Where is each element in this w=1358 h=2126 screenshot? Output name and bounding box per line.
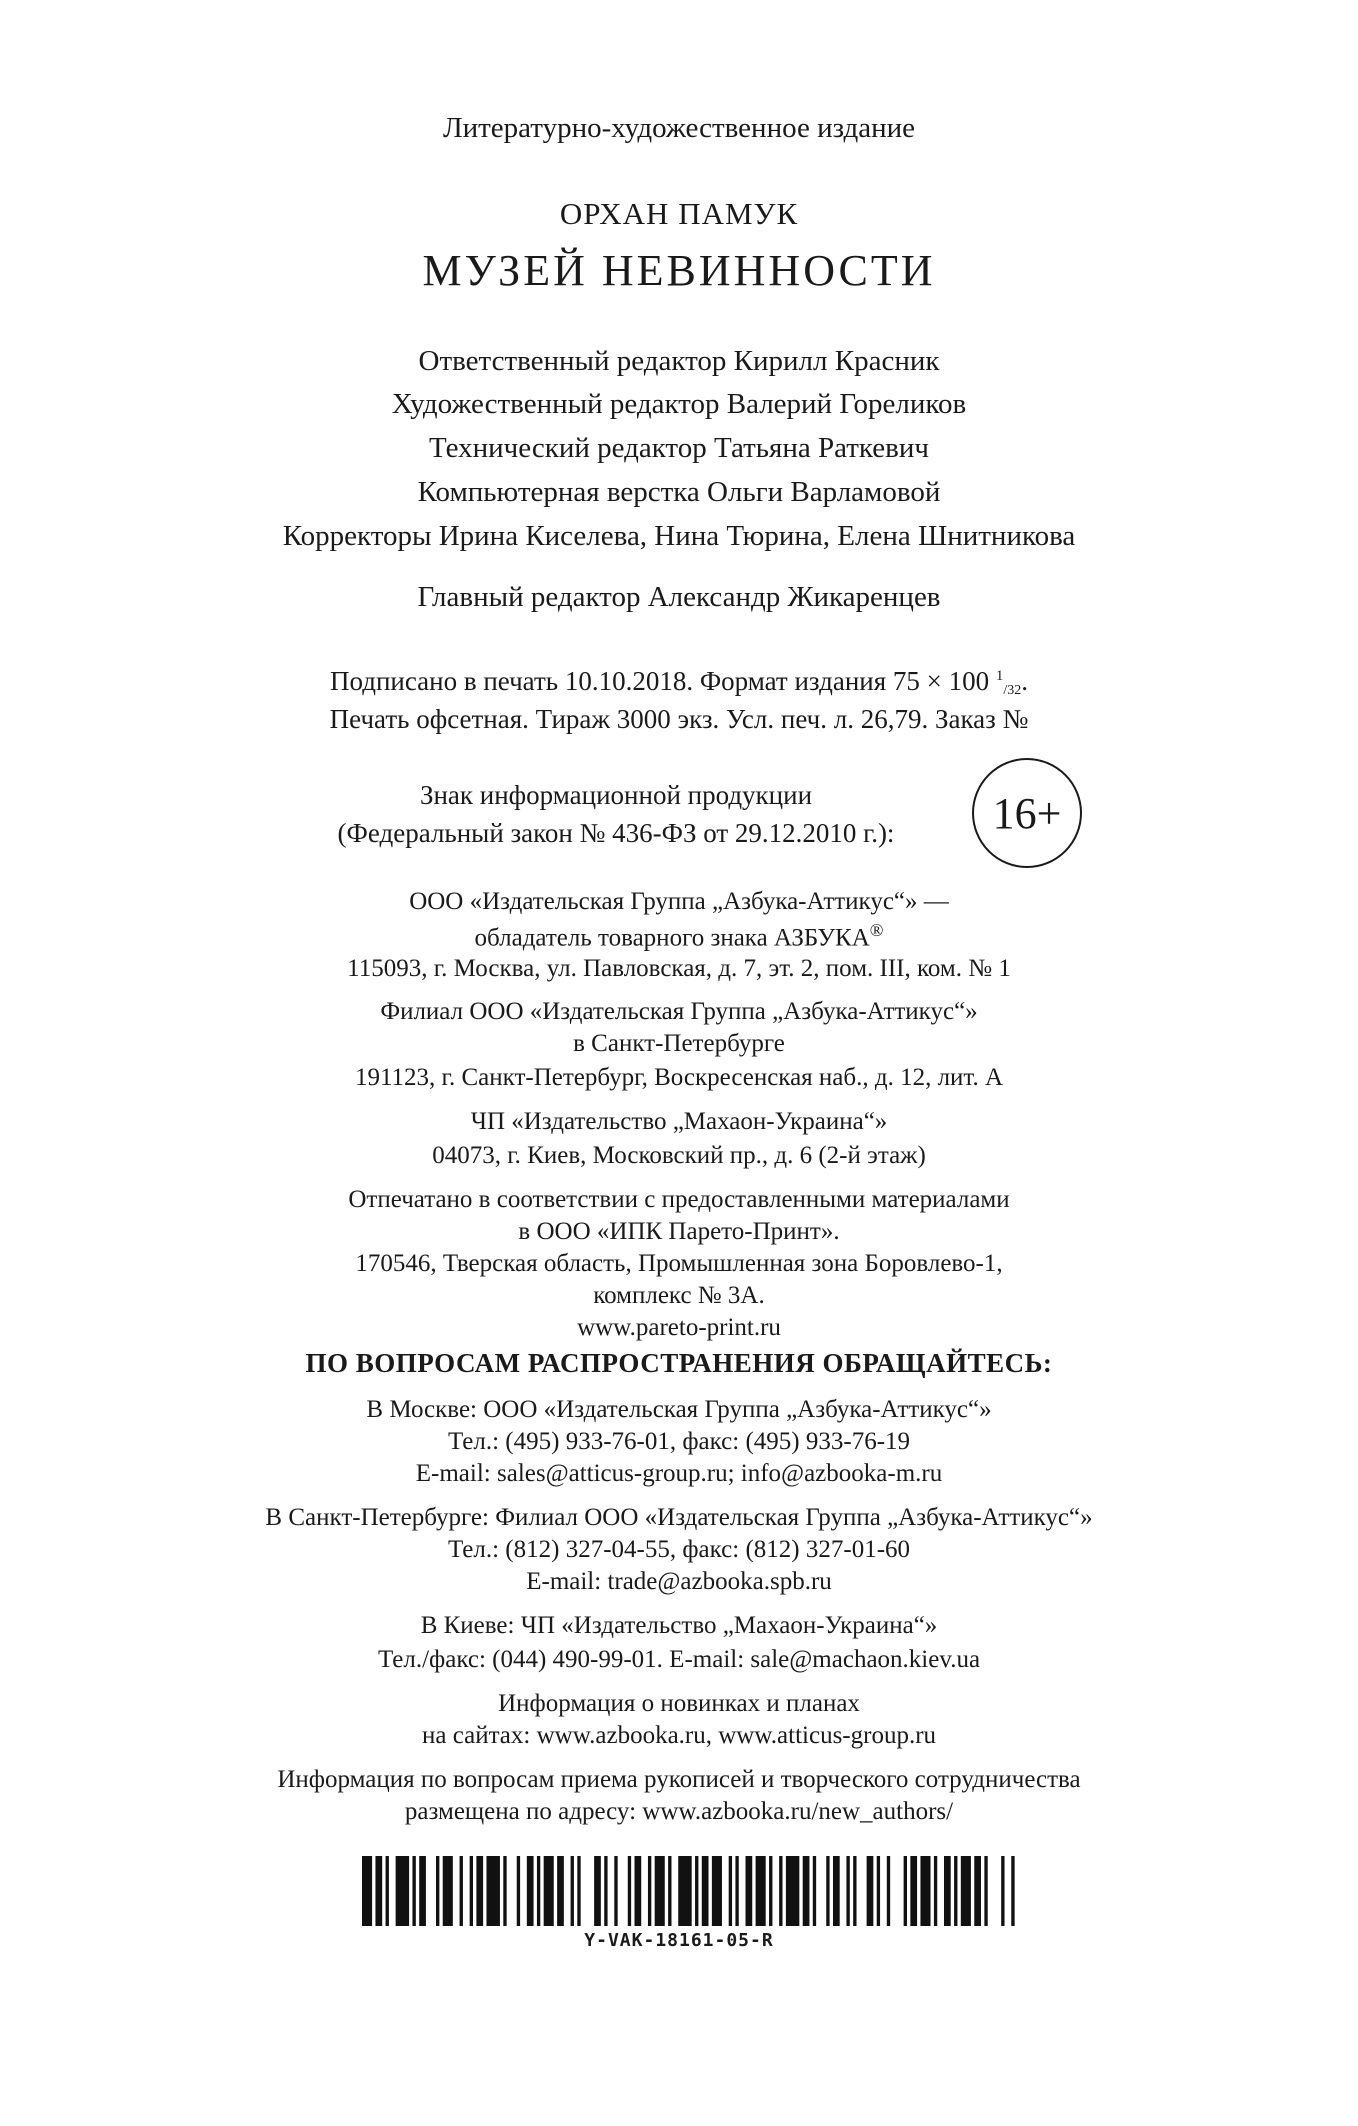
barcode-caption: Y-VAK-18161-05-R <box>584 1930 774 1951</box>
publisher-trademark-text: обладатель товарного знака АЗБУКА <box>474 924 870 952</box>
format-fraction-denominator: /32 <box>1003 683 1022 698</box>
moscow-line1: В Москве: ООО «Издательская Группа „Азбука-Аттикус“» <box>366 1396 992 1423</box>
barcode-bar <box>436 1856 439 1926</box>
info-sign-line1: Знак информационной продукции <box>419 780 813 810</box>
barcode-image <box>362 1856 1018 1926</box>
barcode-bar <box>419 1856 426 1926</box>
barcode-bar <box>678 1856 691 1926</box>
barcode-bar <box>412 1856 415 1926</box>
printer-line3: 170546, Тверская область, Промышленная зона Боровлево-1, <box>355 1250 1003 1277</box>
barcode-bar <box>486 1856 499 1926</box>
barcode-bar <box>594 1856 601 1926</box>
barcode-bar <box>648 1856 651 1926</box>
barcode-bar <box>614 1856 617 1926</box>
barcode-bar <box>786 1856 799 1926</box>
barcode-bar <box>668 1856 671 1926</box>
barcode-bar <box>702 1856 709 1926</box>
book-title: МУЗЕЙ НЕВИННОСТИ <box>422 246 936 295</box>
registered-mark: ® <box>869 920 884 940</box>
barcode-bar <box>877 1856 880 1926</box>
barcode-bar <box>910 1856 917 1926</box>
news-line1: Информация о новинках и планах <box>498 1690 860 1717</box>
barcode-bar <box>779 1856 782 1926</box>
barcode-bar <box>557 1856 564 1926</box>
spb-phone: Тел.: (812) 327-04-55, факс: (812) 327-01-60 <box>447 1536 911 1563</box>
barcode-bar <box>628 1856 631 1926</box>
credit-layout: Компьютерная верстка Ольги Варламовой <box>417 476 941 508</box>
credit-chief-editor: Главный редактор Александр Жикаренцев <box>417 581 941 613</box>
printer-line1: Отпечатано в соответствии с предоставленными материалами <box>348 1186 1010 1213</box>
publisher-line1: ООО «Издательская Группа „Азбука-Аттикус“» — <box>409 888 949 915</box>
barcode-bar <box>655 1856 665 1926</box>
barcode-bar <box>833 1856 840 1926</box>
barcode-bar <box>375 1856 382 1926</box>
publisher-line2 <box>0 920 1358 952</box>
print-info-line1: Подписано в печать 10.10.2018. Формат издания 75 × 100 $^1_{/32}$. <box>329 666 1029 698</box>
barcode-bar <box>846 1856 849 1926</box>
barcode-bar <box>537 1856 540 1926</box>
barcode-bar <box>527 1856 534 1926</box>
barcode-bar <box>729 1856 732 1926</box>
printer-website: www.pareto-print.ru <box>577 1314 781 1341</box>
barcode-bar <box>571 1856 574 1926</box>
barcode-bar <box>961 1856 971 1926</box>
moscow-phone: Тел.: (495) 933-76-01, факс: (495) 933-76-19 <box>447 1428 911 1455</box>
news-websites: на сайтах: www.azbooka.ru, www.atticus-group.ru <box>421 1722 937 1749</box>
barcode-bar <box>826 1856 829 1926</box>
barcode-bar <box>386 1856 389 1926</box>
barcode-bar <box>803 1856 810 1926</box>
barcode-bar <box>867 1856 874 1926</box>
info-sign-text <box>296 776 936 852</box>
barcode-bar <box>517 1856 520 1926</box>
credit-responsible-editor: Ответственный редактор Кирилл Красник <box>418 345 940 377</box>
barcode-bar <box>476 1856 483 1926</box>
barcode-bar <box>470 1856 473 1926</box>
barcode-bar <box>954 1856 957 1926</box>
barcode-bar <box>887 1856 890 1926</box>
barcode-bar <box>746 1856 753 1926</box>
info-sign-line2: (Федеральный закон № 436-ФЗ от 29.12.2010 г.): <box>337 818 895 848</box>
barcode-bar <box>756 1856 766 1926</box>
branch-line1: Филиал ООО «Издательская Группа „Азбука-Аттикус“» <box>380 998 978 1025</box>
kiev-contacts: Тел./факс: (044) 490-99-01. E-mail: sale@machaon.kiev.ua <box>377 1646 981 1673</box>
printer-line4: комплекс № 3А. <box>593 1282 765 1309</box>
barcode-bar <box>503 1856 506 1926</box>
barcode-bar <box>634 1856 641 1926</box>
distribution-heading: ПО ВОПРОСАМ РАСПРОСТРАНЕНИЯ ОБРАЩАЙТЕСЬ: <box>305 1348 1053 1378</box>
info-sign-block <box>296 776 936 876</box>
barcode-bar <box>577 1856 580 1926</box>
barcode-bar <box>769 1856 772 1926</box>
ukraine-address: 04073, г. Киев, Московский пр., д. 6 (2-й этаж) <box>432 1142 926 1169</box>
barcode-bar <box>974 1856 981 1926</box>
barcode-bar <box>984 1856 987 1926</box>
print-info-line2: Печать офсетная. Тираж 3000 экз. Усл. печ. л. 26,79. Заказ № <box>329 704 1029 734</box>
manuscripts-line1: Информация по вопросам приема рукописей и творческого сотрудничества <box>277 1766 1081 1793</box>
barcode-bar <box>904 1856 907 1926</box>
barcode-bar <box>735 1856 738 1926</box>
credit-technical-editor: Технический редактор Татьяна Раткевич <box>429 432 929 464</box>
credit-art-editor: Художественный редактор Валерий Гореликов <box>391 388 967 420</box>
kiev-line1: В Киеве: ЧП «Издательство „Махаон-Украина“» <box>420 1612 938 1639</box>
barcode-bar <box>920 1856 930 1926</box>
ukraine-line1: ЧП «Издательство „Махаон-Украина“» <box>470 1108 888 1135</box>
branch-line2: в Санкт-Петербурге <box>573 1030 785 1057</box>
barcode-bar <box>396 1856 409 1926</box>
barcode-bar <box>695 1856 698 1926</box>
print-info-text: Подписано в печать 10.10.2018. Формат издания 75 × 100 <box>329 666 990 696</box>
barcode-bar <box>544 1856 554 1926</box>
barcode-bar <box>1001 1856 1004 1926</box>
credit-proofreaders: Корректоры Ирина Киселева, Нина Тюрина, Елена Шнитникова <box>282 520 1076 552</box>
author-name: ОРХАН ПАМУК <box>559 196 799 231</box>
barcode-bar <box>853 1856 856 1926</box>
barcode-bar <box>443 1856 453 1926</box>
barcode-bar <box>934 1856 937 1926</box>
spb-line1: В Санкт-Петербурге: Филиал ООО «Издательская Группа „Азбука-Аттикус“» <box>265 1504 1093 1531</box>
printer-line2: в ООО «ИПК Парето-Принт». <box>518 1218 840 1245</box>
barcode-bar <box>712 1856 722 1926</box>
publisher-address: 115093, г. Москва, ул. Павловская, д. 7, эт. 2, пом. III, ком. № 1 <box>347 955 1011 982</box>
barcode-bar <box>460 1856 463 1926</box>
manuscripts-address: размещена по адресу: www.azbooka.ru/new_authors/ <box>404 1798 954 1825</box>
barcode-bar <box>944 1856 951 1926</box>
format-fraction-numerator: 1 <box>995 668 1004 684</box>
barcode-bar <box>604 1856 607 1926</box>
barcode-bar <box>1011 1856 1014 1926</box>
barcode-bar <box>813 1856 816 1926</box>
genre-line: Литературно-художественное издание <box>442 112 916 144</box>
branch-address: 191123, г. Санкт-Петербург, Воскресенская наб., д. 12, лит. А <box>354 1064 1004 1091</box>
barcode-bar <box>362 1856 372 1926</box>
spb-email: E-mail: trade@azbooka.spb.ru <box>526 1568 832 1595</box>
age-rating-badge: 16+ <box>972 758 1082 868</box>
moscow-email: E-mail: sales@atticus-group.ru; info@azbooka-m.ru <box>415 1460 943 1487</box>
